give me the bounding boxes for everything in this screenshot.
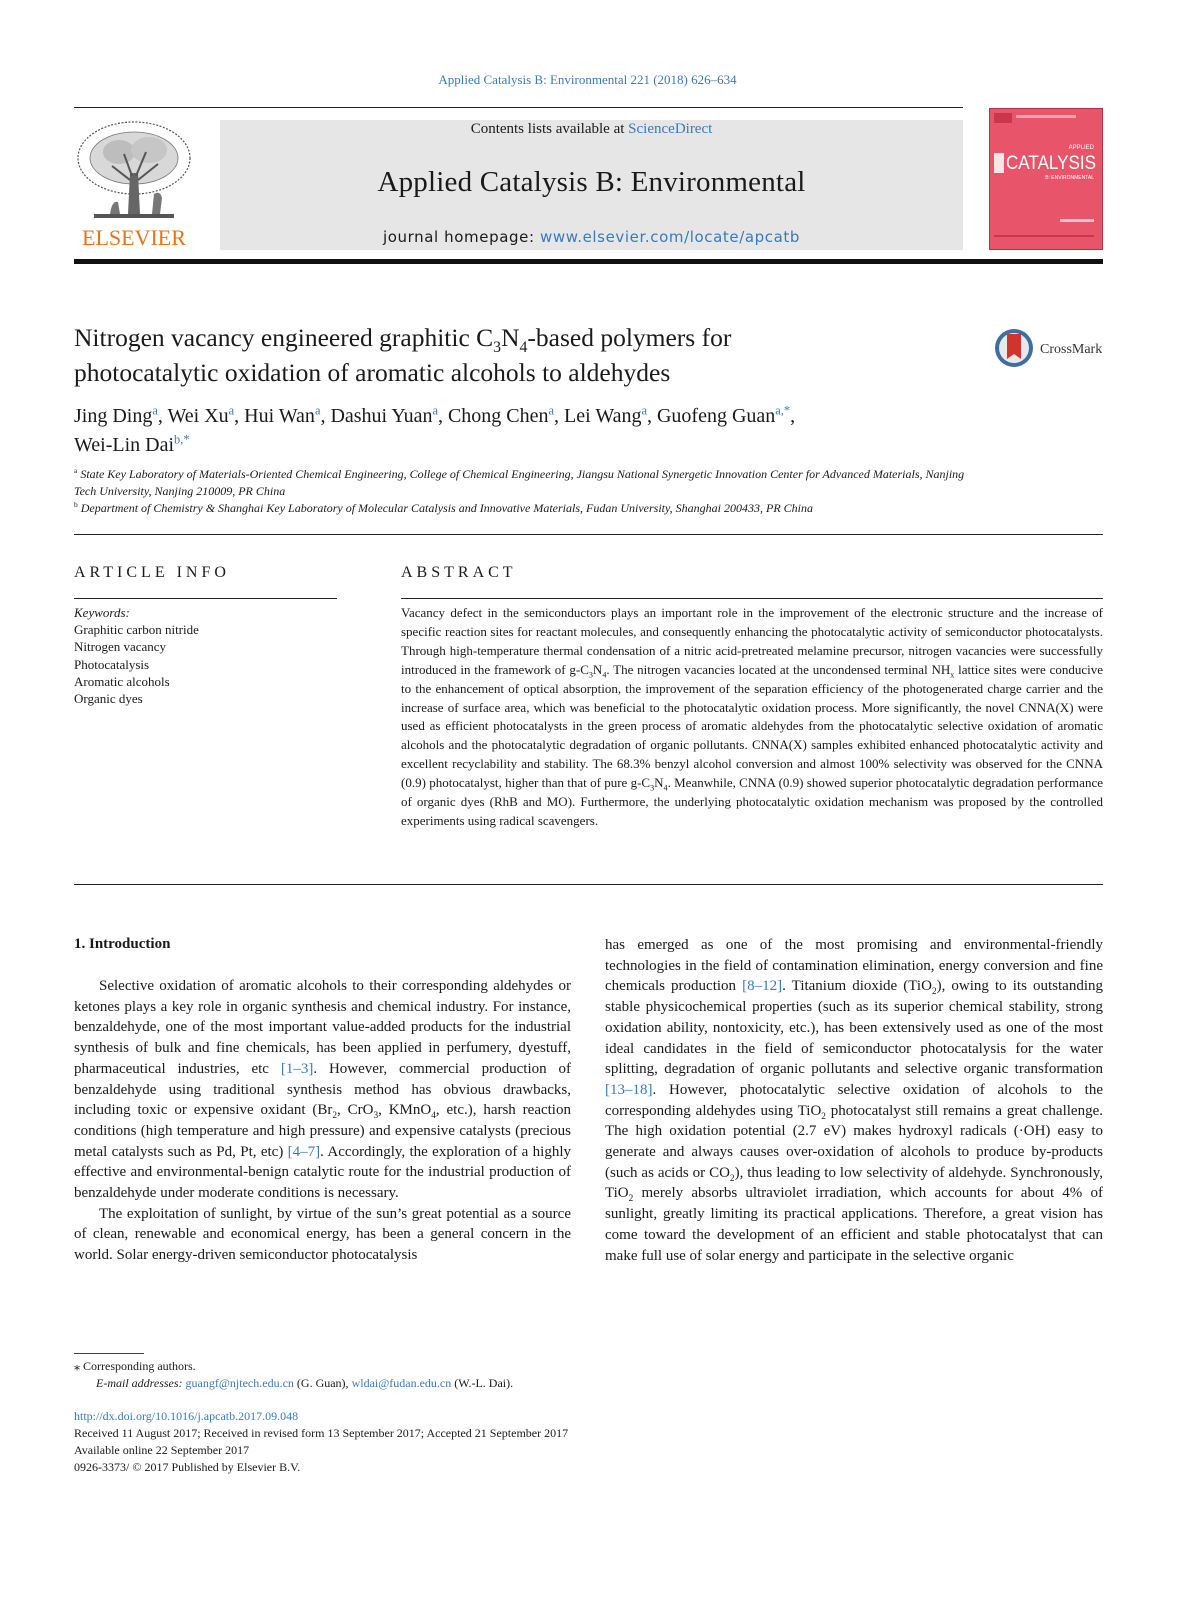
footnotes bbox=[74, 1358, 774, 1392]
affiliation-a: $^a$ State Key Laboratory of Materials-Oriented Chemical Engineering, College of Chemical Engineering, Jiangsu National Synergetic Innovation Center for Advanced Materials, Nanjing Tech University, Nanjing 210009, PR China bbox=[74, 466, 965, 499]
author-list: Jing Ding$^a$, Wei Xu$^a$, Hui Wan$^a$, Dashui Yuan$^a$, Chong Chen$^a$, Lei Wang$^a$, Guofeng Guan$^{a,*}$, Wei-Lin Dai$^{b,*}$ bbox=[74, 403, 796, 456]
email-link[interactable]: wldai@fudan.edu.cn bbox=[351, 1376, 452, 1390]
journal-title: Applied Catalysis B: Environmental bbox=[377, 166, 806, 198]
footnote-rule bbox=[74, 1353, 144, 1354]
author[interactable]: Jing Ding$^a$ bbox=[74, 403, 158, 427]
received-dates: Received 11 August 2017; Received in revised form 13 September 2017; Accepted 21 September 2017 bbox=[74, 1426, 569, 1440]
header-top-rule bbox=[74, 107, 963, 108]
keyword: Photocatalysis bbox=[74, 656, 150, 672]
svg-text:CATALYSIS: CATALYSIS bbox=[1006, 153, 1096, 174]
keyword: Graphitic carbon nitride bbox=[74, 622, 199, 638]
citation-link[interactable]: [13–18] bbox=[605, 1081, 653, 1098]
author[interactable]: Lei Wang$^a$ bbox=[564, 403, 647, 427]
elsevier-wordmark: ELSEVIER bbox=[82, 225, 186, 250]
crossmark-badge[interactable] bbox=[994, 326, 1114, 370]
citation-link[interactable]: [4–7] bbox=[287, 1143, 321, 1160]
author[interactable]: Guofeng Guan$^{a,*}$ bbox=[656, 403, 791, 427]
paragraph: The exploitation of sunlight, by virtue of the sun’s great potential as a source of clean, renewable and economical energy, has been a general concern in the world. Solar energy-driven semiconductor photocatalysis bbox=[74, 1205, 571, 1264]
svg-text:APPLIED: APPLIED bbox=[1068, 145, 1094, 151]
author[interactable]: Dashui Yuan$^a$ bbox=[330, 403, 438, 427]
sciencedirect-link[interactable]: ScienceDirect bbox=[628, 121, 713, 137]
article-info-heading: ARTICLE INFO bbox=[74, 564, 230, 581]
keywords-label: Keywords: bbox=[74, 605, 130, 620]
body-column-right bbox=[605, 935, 1103, 1266]
header-bottom-rule bbox=[74, 259, 1103, 264]
citation-link[interactable]: [1–3] bbox=[280, 1060, 314, 1077]
crossmark-label: CrossMark bbox=[1040, 342, 1103, 357]
elsevier-logo[interactable] bbox=[74, 118, 194, 252]
citation-link[interactable]: [8–12] bbox=[742, 978, 783, 995]
journal-reference[interactable]: Applied Catalysis B: Environmental 221 (2018) 626–634 bbox=[438, 72, 737, 87]
author[interactable]: Wei Xu$^a$ bbox=[167, 403, 235, 427]
contents-prefix: Contents lists available at bbox=[470, 121, 629, 137]
publication-info bbox=[74, 1408, 774, 1476]
abstract-rule bbox=[401, 598, 1103, 599]
article-info-rule bbox=[74, 598, 337, 599]
homepage-prefix: journal homepage: bbox=[382, 228, 540, 246]
affiliations bbox=[74, 466, 974, 518]
corresponding-note: ⁎ Corresponding authors. bbox=[74, 1359, 196, 1373]
contents-availability bbox=[220, 120, 963, 138]
email-link[interactable]: guangf@njtech.edu.cn bbox=[185, 1376, 294, 1390]
keyword: Aromatic alcohols bbox=[74, 673, 170, 689]
paragraph: has emerged as one of the most promising and environmental-friendly technologies in the field of contamination elimination, energy conversion and fine chemicals production [8–12]. Titanium dioxide (TiO$_2$), owing to its outstanding stable physicochemical properties (such as its superior chemical stability, strong oxidation ability, nontoxicity, etc.), has been extensively used as one of the most ideal candidates in the field of semiconductor photocatalysis for the water splitting, degradation of organic pollutants and selective organic transformation [13–18]. However, photocatalytic selective oxidation of alcohols to the corresponding aldehydes using TiO$_2$ photocatalyst still remains a great challenge. The high oxidation potential (2.7 eV) makes hydroxyl radicals (·OH) easy to generate and always causes over-oxidation of alcohols to produce by-products (such as acids or $CO_2$), thus leading to low selectivity of aldehyde. Synchronously, TiO$_2$ merely absorbs ultraviolet irradiation, which accounts for about 4% of sunlight, greatly limiting its practical applications. Therefore, a great vision has come toward the development of an efficient and stable photocatalyst that can make full use of solar energy and participate in the selective organic bbox=[605, 937, 1103, 1264]
author[interactable]: Chong Chen$^a$ bbox=[447, 403, 555, 427]
homepage-link[interactable]: www.elsevier.com/locate/apcatb bbox=[539, 228, 801, 246]
keyword: Organic dyes bbox=[74, 691, 143, 707]
svg-text:B: ENVIRONMENTAL: B: ENVIRONMENTAL bbox=[1045, 175, 1094, 181]
copyright: 0926-3373/ © 2017 Published by Elsevier B.V. bbox=[74, 1460, 301, 1474]
paragraph: Selective oxidation of aromatic alcohols to their corresponding aldehydes or ketones plays a key role in organic synthesis and chemical industry. For instance, benzaldehyde, one of the most important value-added products for the industrial synthesis of bulk and fine chemicals, has been applied in perfumery, dyestuff, pharmaceutical industries, etc [1–3]. However, commercial production of benzaldehyde using traditional synthesis method has obvious drawbacks, including toxic or expensive oxidant ($Br_2$, CrO$_3$, KMnO$_4$, etc.), harsh reaction conditions (high temperature and high pressure) and expensive catalysts (precious metal catalysts such as Pd, Pt, etc) [4–7]. Accordingly, the exploration of a highly effective and environmental-benign catalytic route for the industrial production of benzaldehyde under moderate conditions is necessary. bbox=[74, 978, 571, 1202]
keyword: Nitrogen vacancy bbox=[74, 639, 167, 655]
available-online: Available online 22 September 2017 bbox=[74, 1443, 250, 1457]
doi-link[interactable]: http://dx.doi.org/10.1016/j.apcatb.2017.09.048 bbox=[74, 1409, 299, 1423]
email-addresses: E-mail addresses: guangf@njtech.edu.cn (G. Guan), wldai@fudan.edu.cn (W.-L. Dai). bbox=[96, 1376, 514, 1390]
author[interactable]: Wei-Lin Dai$^{b,*}$ bbox=[74, 432, 190, 456]
abstract-heading: ABSTRACT bbox=[401, 564, 517, 581]
journal-header-box bbox=[220, 120, 963, 250]
affiliation-rule bbox=[74, 534, 1103, 535]
section-heading-introduction: 1. Introduction bbox=[74, 936, 171, 952]
abstract-text: Vacancy defect in the semiconductors plays an important role in the improvement of the electronic structure and the increase of specific reaction sites for reactant molecules, and consequently enhancing the photocatalytic activity of semiconductor photocatalysts. Through high-temperature thermal condensation of a nitric acid-pretreated melamine precursor, nitrogen vacancies were successfully introduced in the framework of $g-C_3N_4$. The nitrogen vacancies located at the uncondensed terminal $NH_x$ lattice sites were conducive to the enhancement of optical absorption, the improvement of the separation efficiency of the photogenerated charge carrier and the increase of surface area, which was beneficial to the photocatalytic oxidation process. More significantly, the novel CNNA(X) were used as efficient photocatalysts in the green process of aromatic aldehydes from the photocatalytic selective oxidation of aromatic alcohols and the photocatalytic degradation of organic pollutants. CNNA(X) samples exhibited enhanced photocatalytic activity and excellent recyclability and stability. The 68.3% benzyl alcohol conversion and almost 100% selectivity was observed for the CNNA (0.9) photocatalyst, higher than that of pure $g-C_3N_4$. Meanwhile, CNNA (0.9) showed superior photocatalytic degradation performance of organic dyes (RhB and MO). Furthermore, the underlying photocatalytic oxidation mechanism was proposed by the controlled experiments using radical scavengers. bbox=[401, 605, 1103, 828]
elsevier-tree-icon bbox=[74, 118, 194, 252]
author[interactable]: Hui Wan$^a$ bbox=[244, 403, 321, 427]
body-column-left bbox=[74, 976, 571, 1266]
affiliation-b: $^b$ Department of Chemistry & Shanghai Key Laboratory of Molecular Catalysis and Innovative Materials, Fudan University, Shanghai 200433, PR China bbox=[74, 500, 813, 516]
journal-cover-thumbnail[interactable] bbox=[989, 108, 1103, 250]
journal-cover-icon bbox=[990, 109, 1102, 249]
keywords-block bbox=[74, 604, 334, 707]
abstract-bottom-rule bbox=[74, 884, 1103, 885]
journal-homepage bbox=[220, 228, 963, 246]
article-title: Nitrogen vacancy engineered graphitic $C_3N_4$-based polymers for photocatalytic oxidation of aromatic alcohols to aldehydes bbox=[74, 323, 732, 387]
crossmark-icon bbox=[994, 326, 1114, 370]
